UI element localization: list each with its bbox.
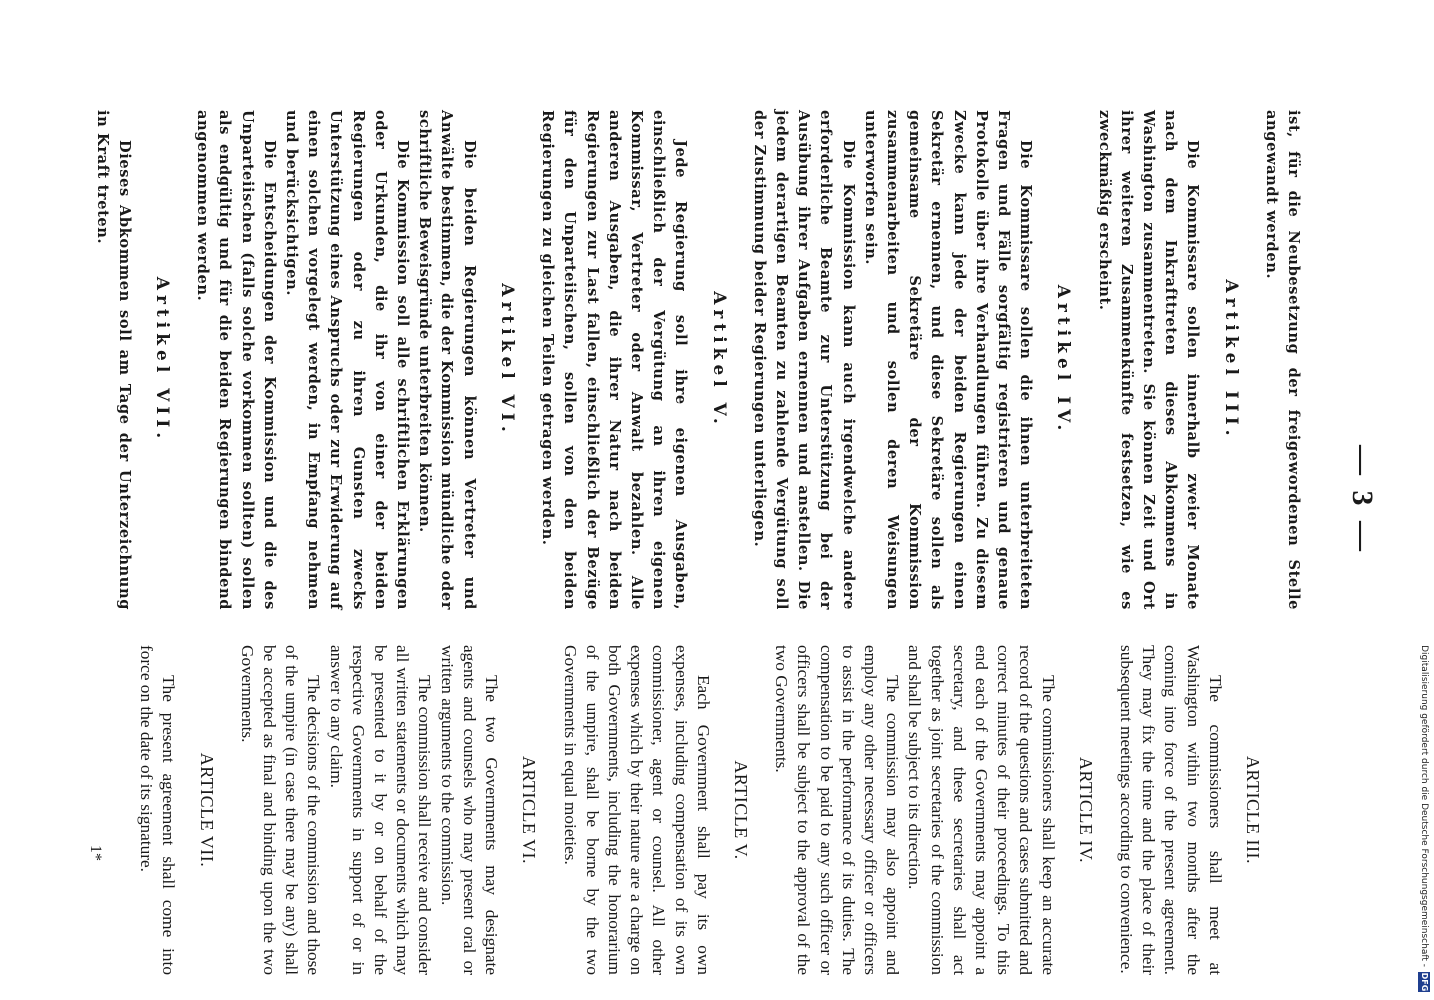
- german-article-5: [536, 110, 730, 610]
- english-paragraph: Each Government shall pay its own expenses, including compensation of its own commissioner, agent or counsel. All other expenses which by their nature are a charge on both Governments, including the honorarium of the umpire, shall be borne by the two Governments in equal moieties.: [560, 645, 713, 975]
- english-paragraph: The commission may also appoint and employ any other necessary officer or officers to assist in the performance of its duties. The compensation to be paid to any such officer or officers shall be subject to the approval of the two Governments.: [772, 645, 903, 975]
- english-paragraph: The two Governments may designate agents and counsels who may present oral or written arguments to the commission.: [437, 645, 502, 975]
- german-article-heading: Artikel VI.: [496, 283, 517, 437]
- german-article-7: [90, 110, 173, 610]
- english-paragraph: The commissioners shall keep an accurate record of the questions and cases submitted and correct minutes of their proceedings. To this end each of the Governments may appoint a secretary, and these secretaries shall act together as joint secretaries of the commission and shall be subject to its direction.: [905, 645, 1058, 975]
- english-article-6: [236, 645, 541, 975]
- english-article-heading: ARTICLE V.: [730, 760, 751, 860]
- german-paragraph: Die Kommissare sollen innerhalb zweier Monate nach dem Inkrafttreten dieses Abkommens in Washington zusammentreten. Sie können Zeit und Ort ihrer weiteren Zusammenkünfte festsetzen, wie es zweckmäßig erscheint.: [1095, 110, 1202, 610]
- german-article-heading: Artikel VII.: [152, 276, 173, 444]
- english-paragraph: The commission shall receive and consider all written statements or documents which may be presented to it by or on behalf of the respective Governments in support of or in answer to any claim.: [326, 645, 435, 975]
- german-paragraph: Die Kommission kann auch irgendwelche andere erforderliche Beamte zur Unterstützung bei der Ausübung ihrer Aufgaben ernennen und anstellen. Die jedem derartigen Beamten zu zahlende Vergütung soll der Zustimmung beider Regierungen unterliegen.: [750, 110, 857, 610]
- german-paragraph: Dieses Abkommen soll am Tage der Unterzeichnung in Kraft treten.: [93, 110, 133, 610]
- english-column: [135, 645, 1304, 975]
- german-article-3: [1092, 110, 1241, 610]
- english-article-heading: ARTICLE VII.: [196, 752, 217, 868]
- german-article-heading: Artikel IV.: [1053, 284, 1074, 436]
- english-article-heading: ARTICLE IV.: [1075, 756, 1096, 864]
- german-article-heading: Artikel V.: [708, 291, 729, 429]
- german-paragraph: Die Kommissare sollen die ihnen unterbreiteten Fragen und Fälle sorgfältig registrieren und genaue Protokolle über ihre Verhandlungen führen. Zu diesem Zwecke kann jede der beiden Regierungen einen Sekretär ernennen, und diese Sekretäre sollen als gemeinsame Sekretäre der Kommission zusammenarbeiten und sollen deren Weisungen unterworfen sein.: [861, 110, 1035, 610]
- german-column: [90, 110, 1304, 610]
- german-continuation: ist, für die Neubesetzung der freigewordenen Stelle angewandt werden.: [1262, 110, 1302, 610]
- german-paragraph: Jede Regierung soll ihre eigenen Ausgaben, einschließlich der Vergütung an ihren eigenen Kommissar, Vertreter oder Anwalt bezahlen. Alle anderen Ausgaben, die ihrer Natur nach beiden Regierungen zur Last fallen, einschließlich der Bezüge für den Unparteiischen, sollen von den beiden Regierungen zu gleichen Teilen getragen werden.: [539, 110, 690, 610]
- english-paragraph: The commissioners shall meet at Washington within two months after the coming into force of the present agreement. They may fix the time and the place of their subsequent meetings according to convenience.: [1116, 645, 1225, 975]
- english-article-heading: ARTICLE III.: [1243, 756, 1263, 864]
- english-paragraph: The decisions of the commission and those of the umpire (in case there may be any) shall be accepted as final and binding upon the two Governments.: [237, 645, 324, 975]
- page-number: — 3 —: [1346, 445, 1379, 555]
- digitization-notice: [1420, 0, 1434, 1000]
- english-article-5: [558, 645, 752, 975]
- english-article-3: [1115, 645, 1264, 975]
- german-article-6: [191, 110, 518, 610]
- signature-mark: 1*: [87, 845, 104, 861]
- german-paragraph: Die Kommission soll alle schriftlichen Erklärungen oder Urkunden, die ihr von einer der beiden Regierungen oder zu ihren Gunsten zwecks Unterstützung eines Anspruchs oder zur Erwiderung auf einen solchen vorgelegt werden, in Empfang nehmen und berücksichtigen.: [283, 110, 412, 610]
- english-article-7: [135, 645, 218, 975]
- english-article-heading: ARTICLE VI.: [519, 755, 540, 865]
- german-paragraph: Die beiden Regierungen können Vertreter und Anwälte bestimmen, die der Kommission mündliche oder schriftliche Beweisgründe unterbreiten können.: [416, 110, 478, 610]
- german-article-heading: Artikel III.: [1220, 279, 1241, 441]
- german-article-4: [748, 110, 1075, 610]
- dfg-logo: DFG: [1420, 972, 1429, 992]
- english-article-4: [770, 645, 1097, 975]
- english-paragraph: The present agreement shall come into force on the date of its signature.: [137, 645, 179, 975]
- digitization-text: Digitalisierung gefördert durch die Deutsche Forschungsgemeinschaft -: [1419, 645, 1429, 967]
- german-paragraph: Die Entscheidungen der Kommission und die des Unparteiischen (falls solche vorkommen sollten) sollen als endgültig und für die beiden Regierungen bindend angenommen werden.: [194, 110, 278, 610]
